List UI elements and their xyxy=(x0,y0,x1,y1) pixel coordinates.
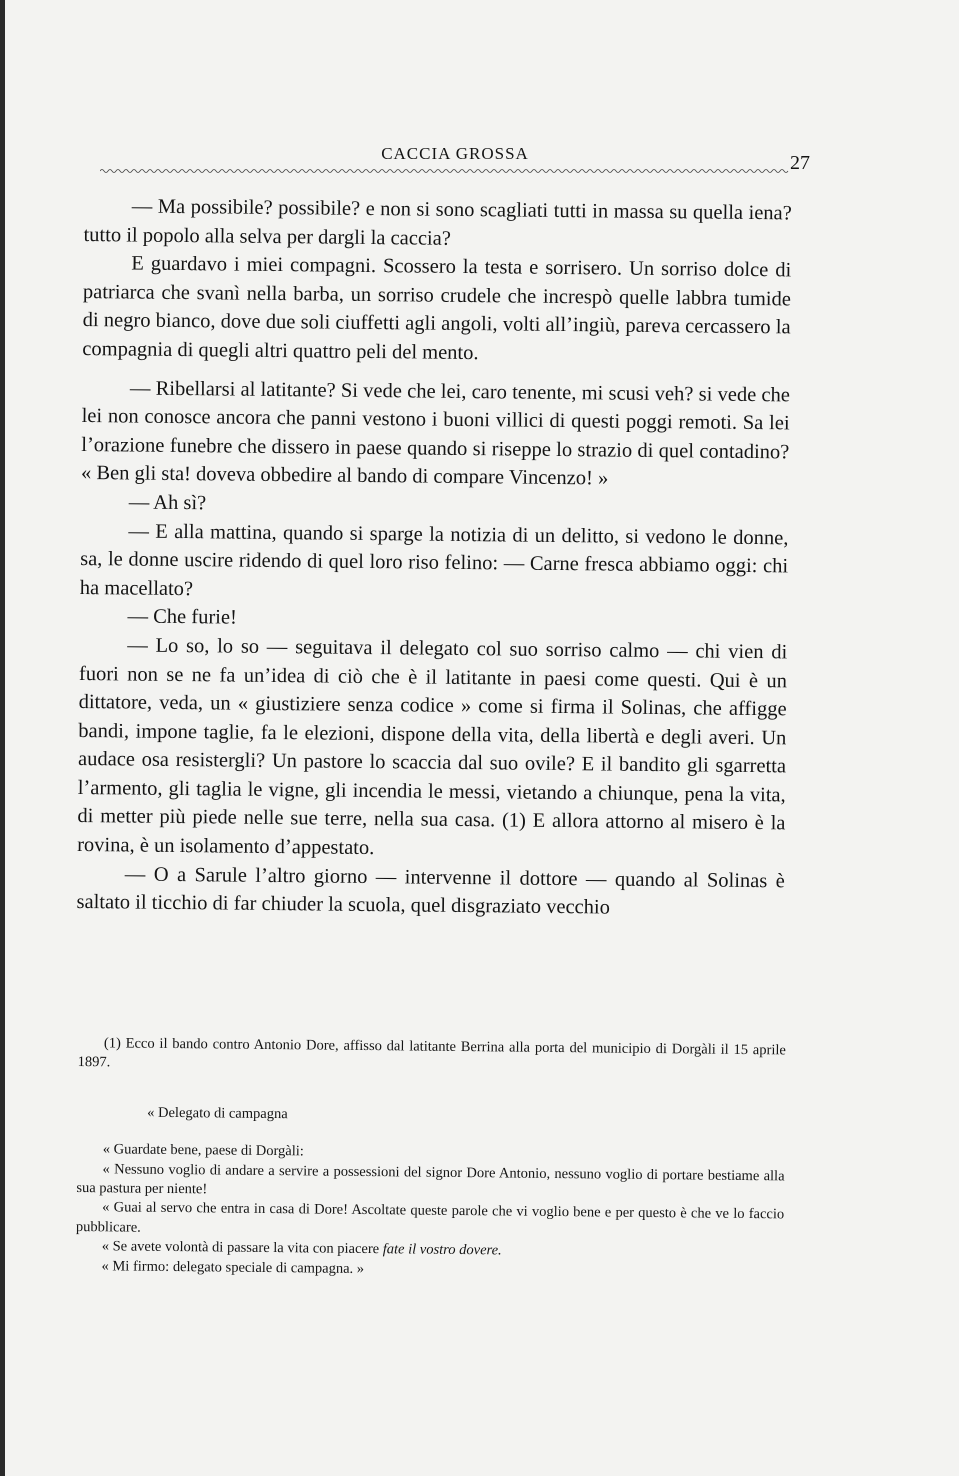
paragraph: — Ribellarsi al latitante? Si vede che lei, caro tenente, mi scusi veh? si vede che lei non conosce ancora che panni vestono i buoni villici di questi poggi remoti. Sa lei l’orazione funebre che dissero in paese quando si riseppe lo strazio di quel contadino? « Ben gli sta! doveva obbedire al bando di compare Vincenzo! » xyxy=(80,377,791,490)
footnote-italic-text: fate il vostro dovere. xyxy=(382,1241,502,1259)
paragraph: — Ma possibile? possibile? e non si sono scagliati tutti in massa su quella iena? tutto il popolo alla selva per dargli la caccia? xyxy=(83,195,792,250)
footnote-line-text: « Se avete volontà di passare la vita con piacere xyxy=(101,1238,383,1258)
running-title: CACCIA GROSSA xyxy=(381,144,529,163)
footnote-closing: « Mi firmo: delegato speciale di campagna. » xyxy=(101,1257,365,1277)
paragraph: — Che furie! xyxy=(127,605,237,629)
page-header xyxy=(100,140,810,180)
wavy-rule xyxy=(100,166,790,176)
footnote-intro: (1) Ecco il bando contro Antonio Dore, affisso dal latitante Berrina alla porta del municipio di Dorgàli il 15 aprile 1897. xyxy=(77,1035,786,1071)
footnote xyxy=(75,1034,785,1283)
main-text xyxy=(76,192,792,924)
footnote-line: « Nessuno voglio di andare a servire a possessioni del signor Dore Antonio, nessuno voglio di portare bestiame alla sua pastura per niente! xyxy=(76,1160,785,1198)
page-number: 27 xyxy=(790,152,810,174)
paragraph: — E alla mattina, quando si sparge la notizia di un delitto, si vedono le donne, sa, le donne uscire ridendo di quel loro riso felino: — Carne fresca abbiamo oggi: chi ha macellato? xyxy=(79,520,789,600)
footnote-heading: « Delegato di campagna xyxy=(147,1104,288,1123)
scan-edge xyxy=(0,0,5,1476)
paragraph: — O a Sarule l’altro giorno — intervenne il dottore — quando al Solinas è saltato il ticchio di far chiuder la scuola, quel disgraziato vecchio xyxy=(76,863,785,919)
paragraph: — Ah sì? xyxy=(128,491,207,515)
footnote-line: « Guai al servo che entra in casa di Dore! Ascoltate queste parole che vi voglio bene e per questo è che ve lo faccio pubblicare. xyxy=(75,1199,785,1236)
paragraph: — Lo so, lo so — seguitava il delegato col suo sorriso calmo — chi vien di fuori non se ne fa un’idea di ciò che è il latitante in paesi come questi. Qui è un dittatore, veda, un « giustiziere senza codice » come si firma il Solinas, che affigge bandi, impone taglie, fa le elezioni, dispone della vita, della libertà e degli averi. Un audace osa resistergli? Un pastore lo scaccia dal suo ovile? E il bandito gli sgarretta l’armento, gli taglia le vigne, gli incendia le messi, vietando a chiunque, pena la vita, di metter più piede nelle sue terre, nella sua casa. (1) E allora attorno al misero è la rovina, è un isolamento d’appestato. xyxy=(77,634,788,860)
footnote-line: « Guardate bene, paese di Dorgàli: xyxy=(102,1141,304,1160)
paragraph: E guardavo i miei compagni. Scossero la testa e sorrisero. Un sorriso dolce di patriarca che svanì nella barba, un sorriso crudele che increspò quelle labbra tumide di negro bianco, dove due soli ciuffetti agli angoli, volti all’ingiù, pareva cercassero la compagnia di quegli altri quattro peli del mento. xyxy=(82,252,792,365)
